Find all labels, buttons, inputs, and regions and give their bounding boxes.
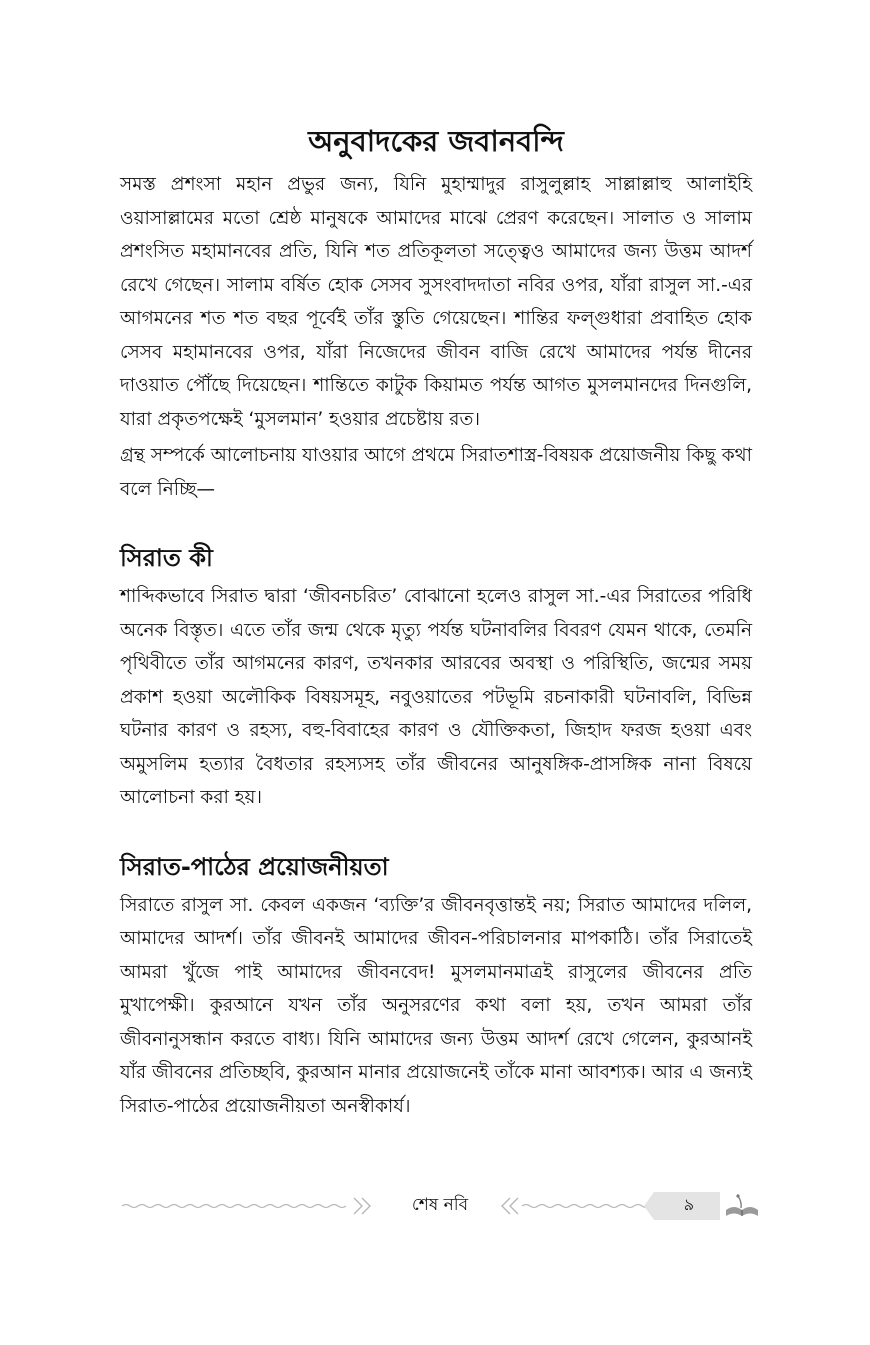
section-body-importance: সিরাতে রাসুল সা. কেবল একজন ‘ব্যক্তি’র জীবনবৃত্তান্তই নয়; সিরাত আমাদের দলিল, আমাদের আদর্শ। তাঁর জীবনই আমাদের জীবন-পরিচালনার মাপকাঠি। তাঁর সিরাতেই আমরা খুঁজে পাই আমাদের জীবনবেদ! মুসলমানমাত্রই রাসুলের জীবনের প্রতি মুখাপেক্ষী। কুরআনে যখন তাঁর অনুসরণের কথা বলা হয়, তখন আমরা তাঁর জীবনানুসন্ধান করতে বাধ্য। যিনি আমাদের জন্য উত্তম আদর্শ রেখে গেলেন, কুরআনই যাঁর জীবনের প্রতিচ্ছবি, কুরআন মানার প্রয়োজনেই তাঁকে মানা আবশ্যক। আর এ জন্যই সিরাত-পাঠের প্রয়োজনীয়তা অনস্বীকার্য। xyxy=(120,894,752,1117)
section-body-what-is-sirat: শাব্দিকভাবে সিরাত দ্বারা ‘জীবনচরিত’ বোঝানো হলেও রাসুল সা.-এর সিরাতের পরিধি অনেক বিস্তৃত। এতে তাঁর জন্ম থেকে মৃত্যু পর্যন্ত ঘটনাবলির বিবরণ যেমন থাকে, তেমনি পৃথিবীতে তাঁর আগমনের কারণ, তখনকার আরবের অবস্থা ও পরিস্থিতি, জন্মের সময় প্রকাশ হওয়া অলৌকিক বিষয়সমূহ, নবুওয়াতের পটভূমি রচনাকারী ঘটনাবলি, বিভিন্ন ঘটনার কারণ ও রহস্য, বহু-বিবাহের কারণ ও যৌক্তিকতা, জিহাদ ফরজ হওয়া এবং অমুসলিম হত্যার বৈধতার রহস্যসহ তাঁর জীবনের আনুষঙ্গিক-প্রাসঙ্গিক নানা বিষয়ে আলোচনা করা হয়। xyxy=(120,586,752,808)
right-wave-divider xyxy=(522,1205,650,1208)
section-heading-what-is-sirat: সিরাত কী xyxy=(120,544,213,572)
book-title: শেষ নবি xyxy=(411,1195,469,1215)
section-heading-importance: সিরাত-পাঠের প্রয়োজনীয়তা xyxy=(120,852,389,881)
page-content xyxy=(120,120,752,1123)
page-footer xyxy=(120,1188,760,1224)
left-wave-divider xyxy=(122,1205,346,1208)
left-chevron-icon xyxy=(354,1198,370,1214)
page-number: ৯ xyxy=(683,1195,695,1214)
intro-note-paragraph: গ্রন্থ সম্পর্কে আলোচনায় যাওয়ার আগে প্রথমে সিরাতশাস্ত্র-বিষয়ক প্রয়োজনীয় কিছু কথা বলে নিচ্ছি— xyxy=(120,445,752,500)
chapter-title: অনুবাদকের জবানবন্দি xyxy=(308,124,564,158)
open-book-icon xyxy=(726,1194,758,1216)
intro-paragraph: সমস্ত প্রশংসা মহান প্রভুর জন্য, যিনি মুহাম্মাদুর রাসুলুল্লাহ সাল্লাল্লাহু আলাইহি ওয়াসাল্লামের মতো শ্রেষ্ঠ মানুষকে আমাদের মাঝে প্রেরণ করেছেন। সালাত ও সালাম প্রশংসিত মহামানবের প্রতি, যিনি শত প্রতিকূলতা সত্ত্বেও আমাদের জন্য উত্তম আদর্শ রেখে গেছেন। সালাম বর্ষিত হোক সেসব সুসংবাদদাতা নবির ওপর, যাঁরা রাসুল সা.-এর আগমনের শত শত বছর পূর্বেই তাঁর স্তুতি গেয়েছেন। শান্তির ফল্গুধারা প্রবাহিত হোক সেসব মহামানবের ওপর, যাঁরা নিজেদের জীবন বাজি রেখে আমাদের পর্যন্ত দীনের দাওয়াত পৌঁছে দিয়েছেন। শান্তিতে কাটুক কিয়ামত পর্যন্ত আগত মুসলমানদের দিনগুলি, যারা প্রকৃতপক্ষেই ‘মুসলমান’ হওয়ার প্রচেষ্টায় রত। xyxy=(120,174,752,430)
